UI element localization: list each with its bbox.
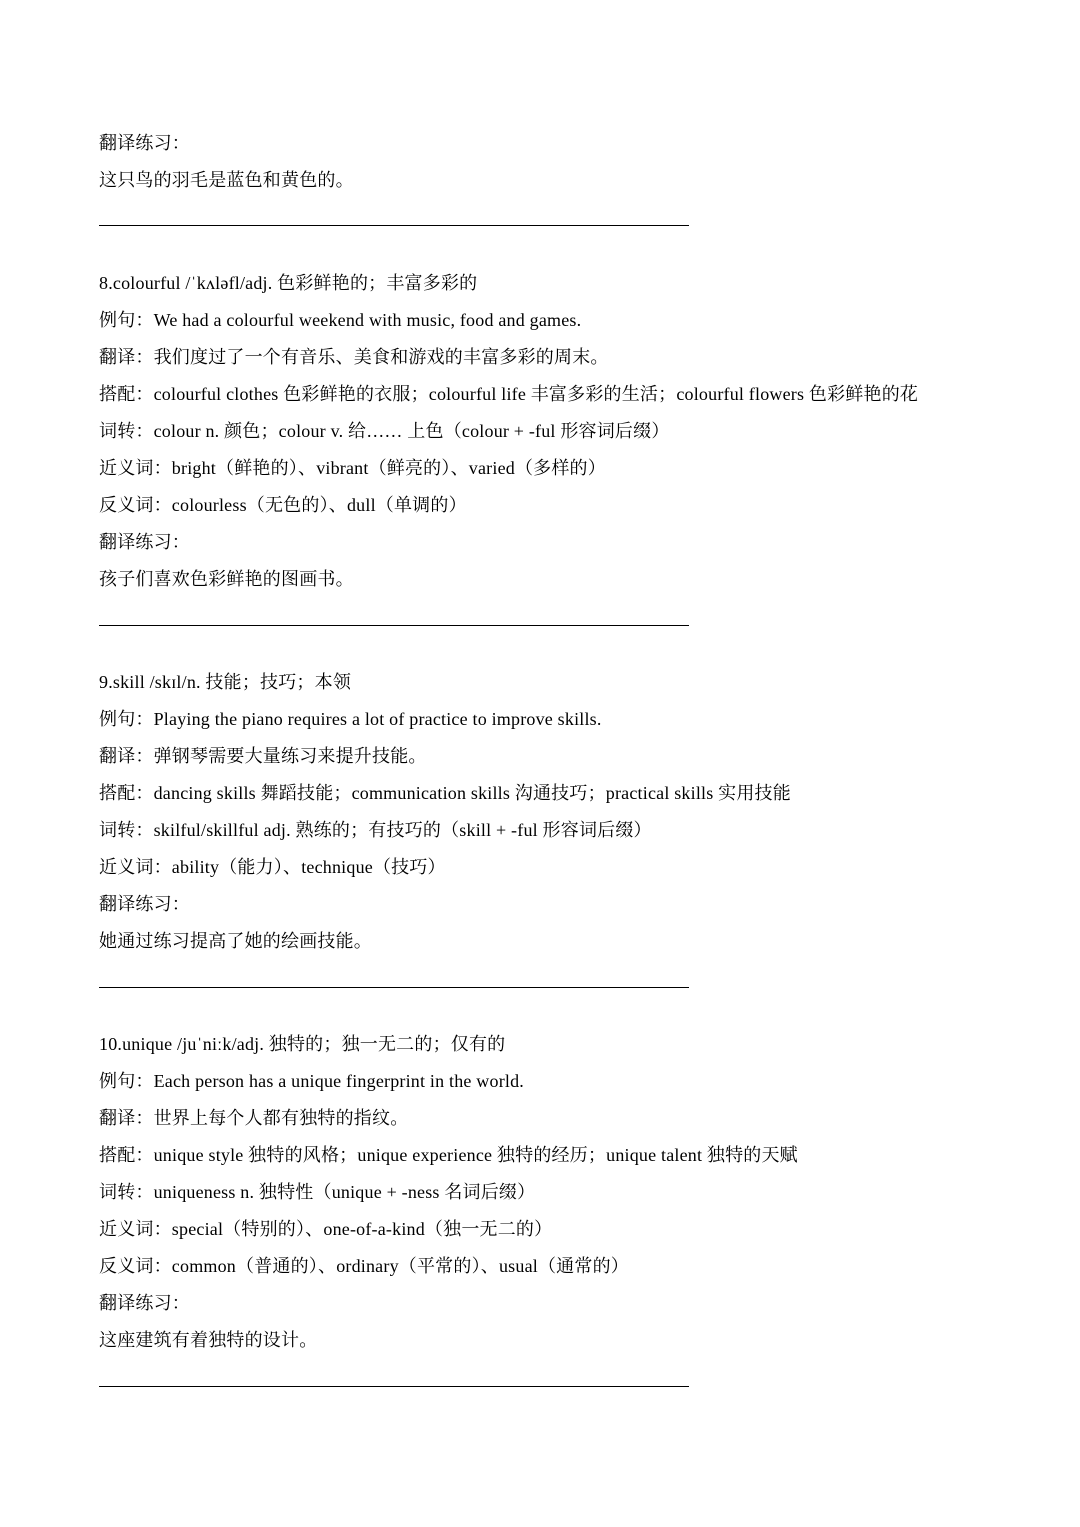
entry-derivation: 词转：skilful/skillful adj. 熟练的；有技巧的（skill + -ful 形容词后缀）: [99, 820, 652, 840]
entry-example: 例句：We had a colourful weekend with music, food and games.: [99, 310, 582, 330]
practice-label: 翻译练习：: [99, 894, 190, 914]
entry-translation: 翻译：世界上每个人都有独特的指纹。: [99, 1108, 409, 1128]
entry-antonyms: 反义词：colourless（无色的）、dull（单调的）: [99, 495, 467, 515]
practice-sentence: 孩子们喜欢色彩鲜艳的图画书。: [99, 569, 354, 589]
entry-synonyms: 近义词：ability（能力）、technique（技巧）: [99, 857, 446, 877]
entry-headword: 9.skill /skɪl/n. 技能；技巧；本领: [99, 672, 352, 692]
practice-sentence: 这座建筑有着独特的设计。: [99, 1330, 318, 1350]
entry-collocation: 搭配：colourful clothes 色彩鲜艳的衣服；colourful life 丰富多彩的生活；colourful flowers 色彩鲜艳的花: [99, 384, 919, 404]
entry-collocation: 搭配：unique style 独特的风格；unique experience 独特的经历；unique talent 独特的天赋: [99, 1145, 798, 1165]
entry-synonyms: 近义词：special（特别的）、one-of-a-kind（独一无二的）: [99, 1219, 553, 1239]
entry-derivation: 词转：colour n. 颜色；colour v. 给…… 上色（colour + -ful 形容词后缀）: [99, 421, 670, 441]
answer-blank-line[interactable]: [99, 625, 689, 626]
entry-derivation: 词转：uniqueness n. 独特性（unique + -ness 名词后缀）: [99, 1182, 536, 1202]
practice-label: 翻译练习：: [99, 532, 190, 552]
entry-collocation: 搭配：dancing skills 舞蹈技能；communication skills 沟通技巧；practical skills 实用技能: [99, 783, 791, 803]
entry-headword: 10.unique /juˈniːk/adj. 独特的；独一无二的；仅有的: [99, 1034, 506, 1054]
answer-blank-line[interactable]: [99, 225, 689, 226]
entry-antonyms: 反义词：common（普通的）、ordinary（平常的）、usual（通常的）: [99, 1256, 629, 1276]
practice-sentence: 这只鸟的羽毛是蓝色和黄色的。: [99, 170, 354, 190]
practice-label: 翻译练习：: [99, 133, 190, 153]
entry-synonyms: 近义词：bright（鲜艳的）、vibrant（鲜亮的）、varied（多样的）: [99, 458, 606, 478]
entry-example: 例句：Each person has a unique fingerprint in the world.: [99, 1071, 524, 1091]
answer-blank-line[interactable]: [99, 1386, 689, 1387]
entry-translation: 翻译：我们度过了一个有音乐、美食和游戏的丰富多彩的周末。: [99, 347, 609, 367]
practice-sentence: 她通过练习提高了她的绘画技能。: [99, 931, 372, 951]
answer-blank-line[interactable]: [99, 987, 689, 988]
entry-translation: 翻译：弹钢琴需要大量练习来提升技能。: [99, 746, 427, 766]
entry-headword: 8.colourful /ˈkʌləfl/adj. 色彩鲜艳的；丰富多彩的: [99, 273, 478, 293]
entry-example: 例句：Playing the piano requires a lot of practice to improve skills.: [99, 709, 602, 729]
practice-label: 翻译练习：: [99, 1293, 190, 1313]
